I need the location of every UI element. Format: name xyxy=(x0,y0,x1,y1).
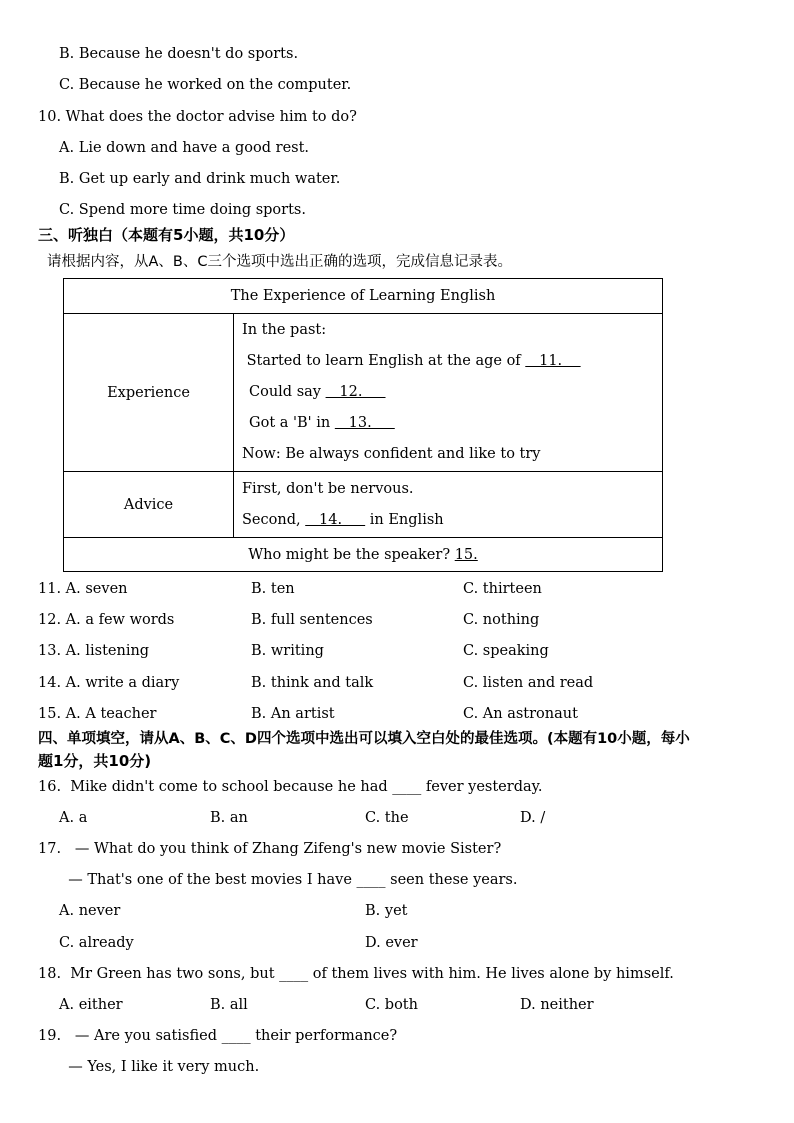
exp-line-past: In the past: xyxy=(242,322,327,338)
exp-line-now: Now: Be always confident and like to try xyxy=(242,446,541,462)
q19-stem: 19. — Are you satisfied ____ their performance? xyxy=(38,1028,398,1044)
q12-option-b: B. full sentences xyxy=(251,612,373,628)
q17-option-d: D. ever xyxy=(365,935,418,951)
advice-second-text: Second, xyxy=(242,512,306,528)
q9-option-c: C. Because he worked on the computer. xyxy=(59,77,352,93)
q19-stem-2: — Yes, I like it very much. xyxy=(59,1059,260,1075)
q13-option-c: C. speaking xyxy=(463,643,549,659)
table-title: The Experience of Learning English xyxy=(64,279,663,314)
advice-label: Advice xyxy=(64,472,234,538)
q18-option-a: A. either xyxy=(59,997,123,1013)
q16-option-d: D. / xyxy=(520,810,546,826)
q11-option-a: 11. A. seven xyxy=(38,581,128,597)
q14-option-c: C. listen and read xyxy=(463,675,594,691)
advice-in-english-text: in English xyxy=(365,512,444,528)
exp-age-text: Started to learn English at the age of xyxy=(242,353,526,369)
q12-option-a: 12. A. a few words xyxy=(38,612,175,628)
q12-option-c: C. nothing xyxy=(463,612,540,628)
q17-stem: 17. — What do you think of Zhang Zifeng's new movie Sister? xyxy=(38,841,502,857)
advice-line-2 xyxy=(234,505,662,536)
exp-line-got xyxy=(234,408,662,439)
exp-line-say xyxy=(234,377,662,408)
exp-got-text: Got a 'B' in xyxy=(249,415,335,431)
q16-option-a: A. a xyxy=(59,810,88,826)
speaker-text: Who might be the speaker? xyxy=(248,546,455,563)
section4-heading-line2: 题1分，共10分) xyxy=(38,752,152,770)
blank-13: 13. xyxy=(334,415,395,431)
q17-option-b: B. yet xyxy=(365,903,408,919)
blank-14: 14. xyxy=(305,512,366,528)
q14-option-a: 14. A. write a diary xyxy=(38,675,180,691)
exp-say-text: Could say xyxy=(249,384,326,400)
section4-heading-line1: 四、单项填空，请从A、B、C、D四个选项中选出可以填入空白处的最佳选项。(本题有10小题，每小 xyxy=(38,731,690,747)
blank-11: 11. xyxy=(525,353,581,369)
experience-cell xyxy=(234,314,663,472)
q15-option-a: 15. A. A teacher xyxy=(38,706,157,722)
q11-option-c: C. thirteen xyxy=(463,581,542,597)
q14-option-b: B. think and talk xyxy=(251,675,374,691)
q10-option-c: C. Spend more time doing sports. xyxy=(59,202,306,218)
info-record-table xyxy=(63,278,663,572)
exp-line-age xyxy=(234,346,662,377)
q18-option-d: D. neither xyxy=(520,997,594,1013)
q16-option-b: B. an xyxy=(210,810,248,826)
blank-15: 15. xyxy=(454,546,478,563)
experience-label: Experience xyxy=(64,314,234,472)
section3-heading: 三、听独白（本题有5小题，共10分） xyxy=(38,226,295,244)
blank-12: 12. xyxy=(325,384,386,400)
q11-option-b: B. ten xyxy=(251,581,295,597)
q18-stem: 18. Mr Green has two sons, but ____ of them lives with him. He lives alone by himself. xyxy=(38,966,674,982)
q17-stem-2: — That's one of the best movies I have ____ seen these years. xyxy=(59,872,518,888)
advice-cell xyxy=(234,472,663,538)
section3-instruction: 请根据内容，从A、B、C三个选项中选出正确的选项，完成信息记录表。 xyxy=(47,254,512,270)
q15-option-c: C. An astronaut xyxy=(463,706,578,722)
speaker-row xyxy=(64,538,663,572)
q13-option-b: B. writing xyxy=(251,643,324,659)
q18-option-b: B. all xyxy=(210,997,248,1013)
q10-option-a: A. Lie down and have a good rest. xyxy=(59,140,310,156)
q13-option-a: 13. A. listening xyxy=(38,643,150,659)
q16-stem: 16. Mike didn't come to school because he had ____ fever yesterday. xyxy=(38,779,543,795)
q10-stem: 10. What does the doctor advise him to do? xyxy=(38,109,357,125)
q16-option-c: C. the xyxy=(365,810,409,826)
q15-option-b: B. An artist xyxy=(251,706,335,722)
q9-option-b: B. Because he doesn't do sports. xyxy=(59,46,299,62)
q18-option-c: C. both xyxy=(365,997,418,1013)
q17-option-c: C. already xyxy=(59,935,134,951)
q17-option-a: A. never xyxy=(59,903,121,919)
q10-option-b: B. Get up early and drink much water. xyxy=(59,171,341,187)
advice-line-1: First, don't be nervous. xyxy=(242,481,414,497)
